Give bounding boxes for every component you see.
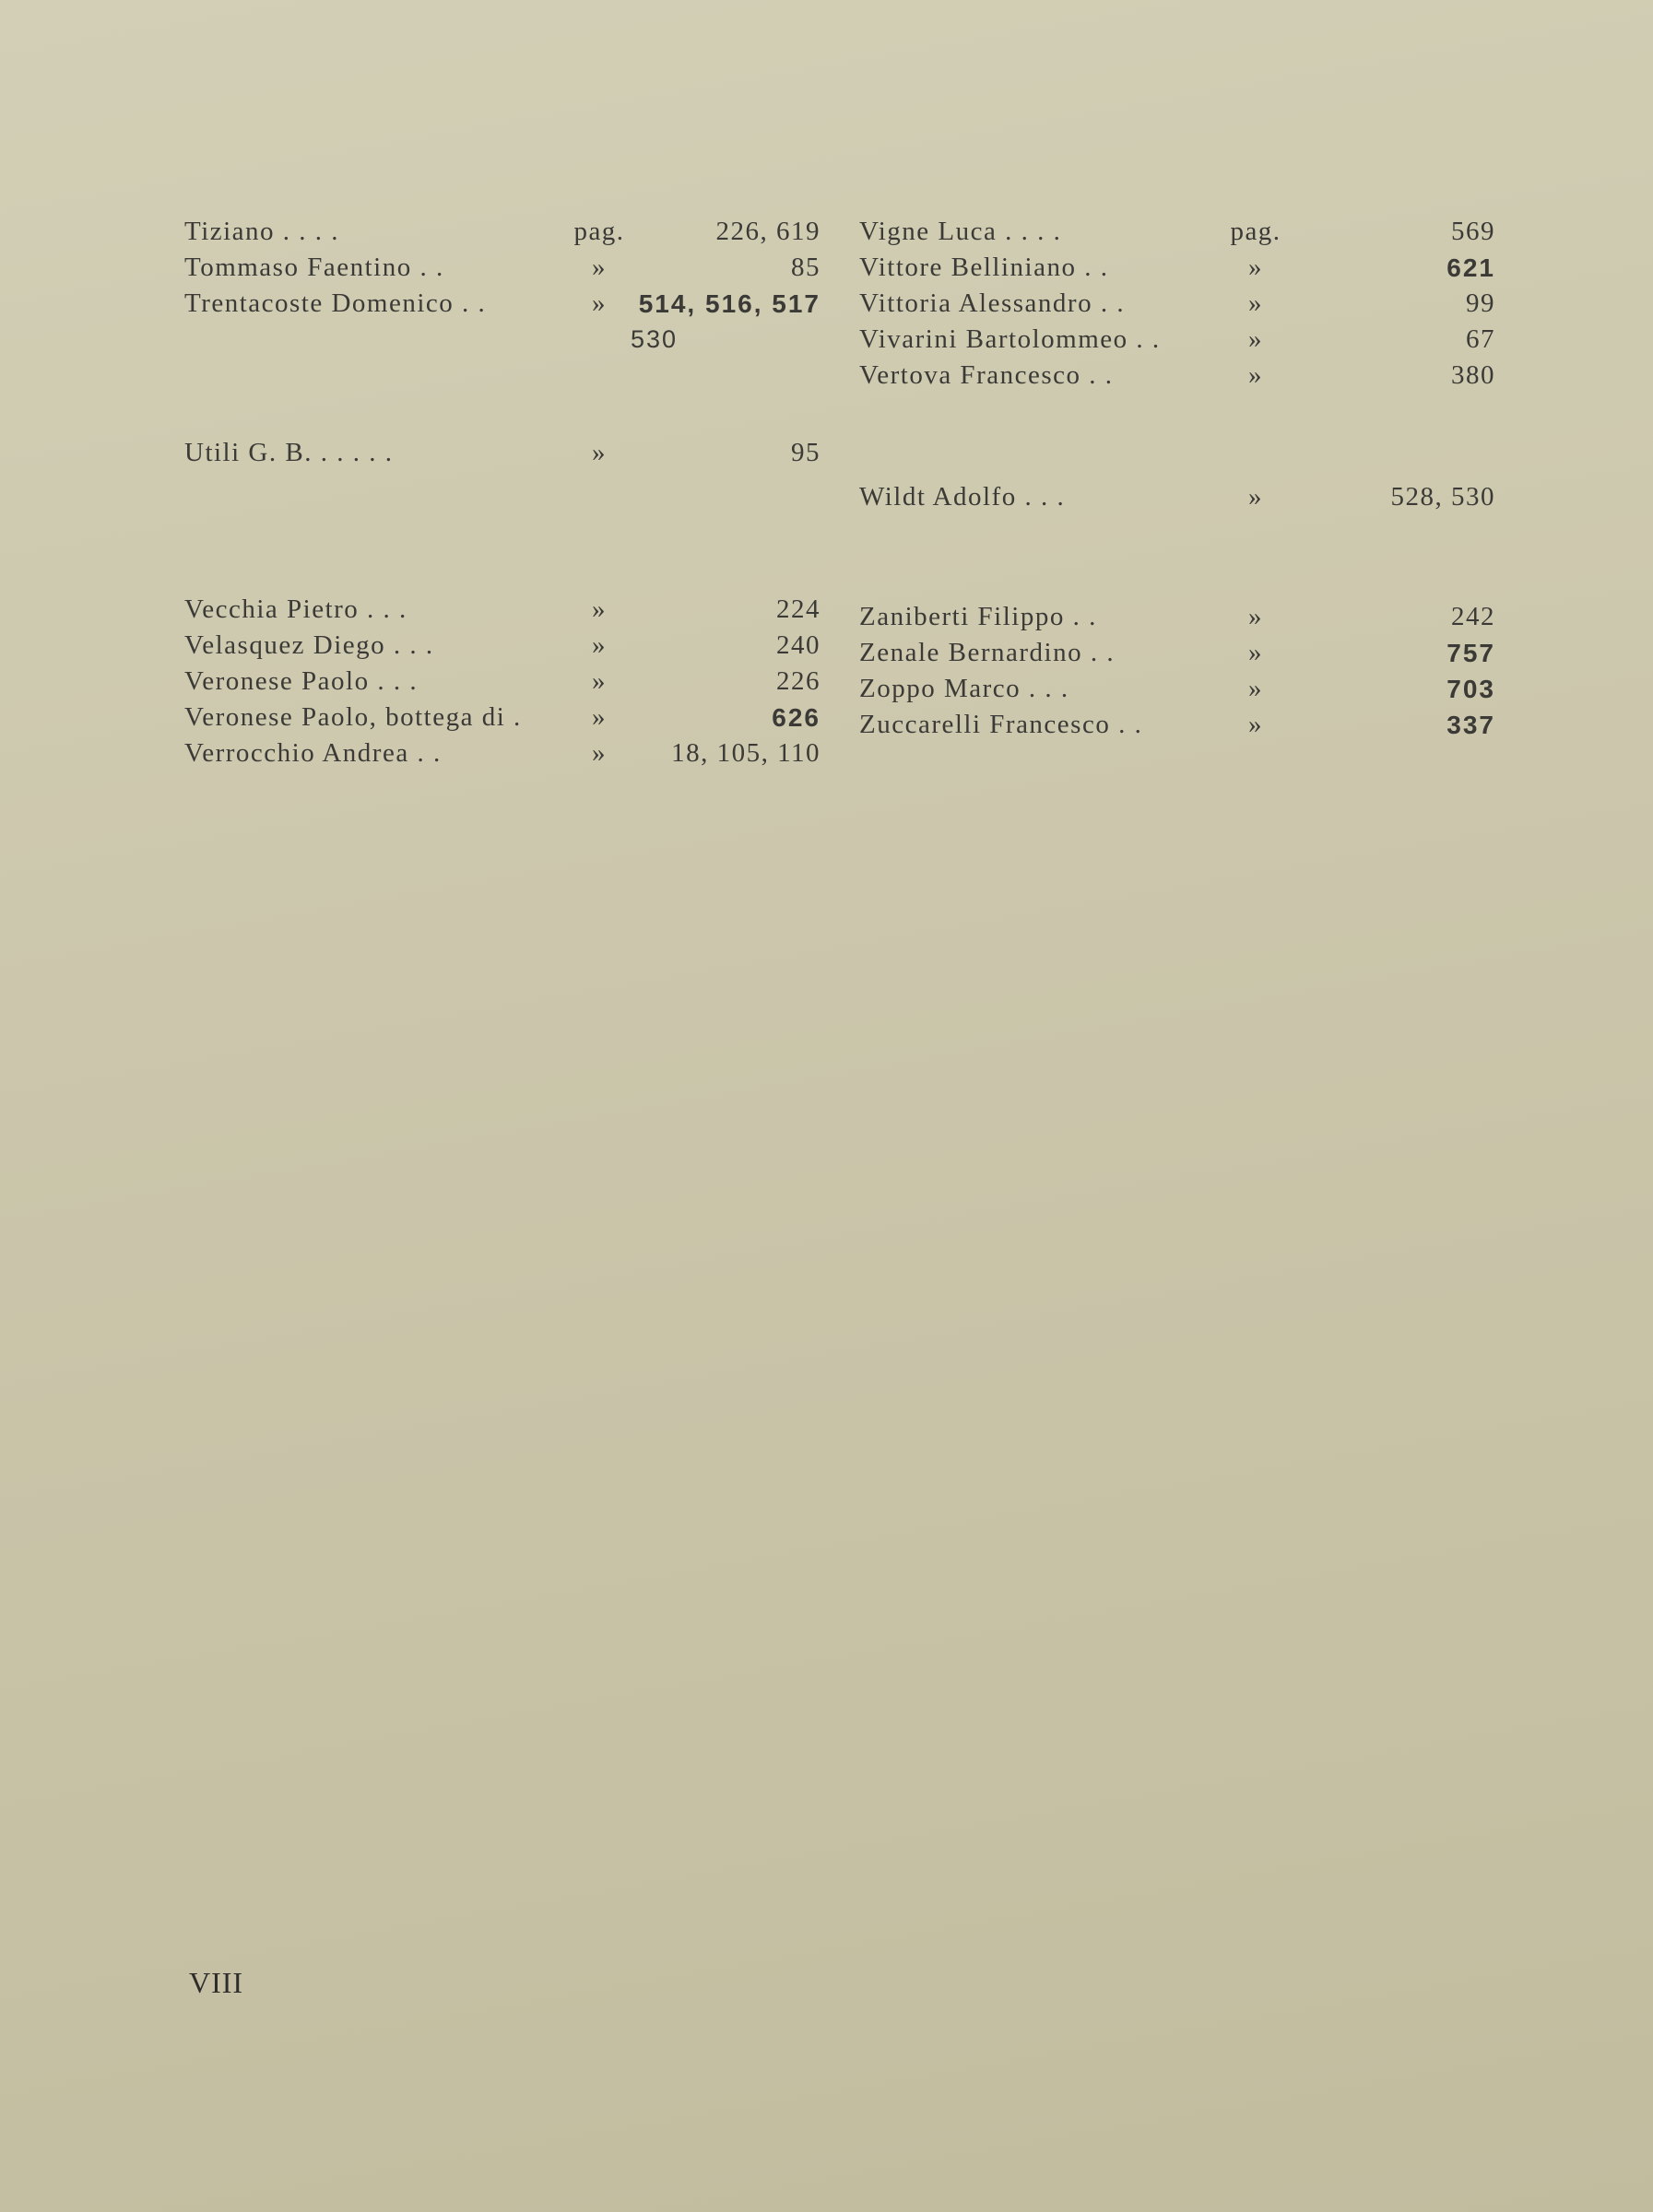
entry-reference: »	[592, 630, 607, 660]
index-entry	[184, 435, 821, 471]
index-entry	[859, 286, 1495, 322]
entry-name: Velasquez Diego . . .	[184, 630, 434, 660]
index-entry	[184, 700, 821, 735]
index-entry	[184, 664, 821, 700]
entry-name: Veronese Paolo . . .	[184, 666, 419, 696]
entry-pages: 337	[1446, 711, 1495, 739]
index-entry	[859, 671, 1495, 707]
index-entry	[859, 250, 1495, 286]
entry-pages: 18, 105, 110	[671, 738, 821, 768]
entry-reference: »	[1248, 602, 1263, 631]
entry-name: Vittore Belliniano . .	[859, 253, 1109, 282]
entry-name: Utili G. B. . . . . .	[184, 438, 394, 467]
index-entry	[184, 286, 821, 322]
page-number: VIII	[189, 1966, 244, 1999]
entry-name: Zenale Bernardino . .	[859, 638, 1116, 667]
entry-pages: 569	[1451, 217, 1495, 246]
index-entry	[184, 592, 821, 628]
entry-name: Vittoria Alessandro . .	[859, 288, 1126, 318]
index-entry	[859, 322, 1495, 358]
entry-reference: pag.	[573, 217, 625, 246]
index-entry	[184, 735, 821, 771]
entry-reference: »	[592, 253, 607, 282]
entry-pages: 95	[791, 438, 821, 467]
entry-reference: »	[1248, 482, 1263, 512]
entry-pages: 240	[776, 630, 821, 660]
entry-reference: »	[592, 594, 607, 624]
entry-pages: 226, 619	[715, 217, 821, 246]
entry-pages: 380	[1451, 360, 1495, 390]
index-column-right	[859, 214, 1495, 743]
index-group-u	[184, 435, 821, 471]
entry-reference: »	[1248, 638, 1263, 667]
entry-pages: 224	[776, 594, 821, 624]
entry-reference: pag.	[1230, 217, 1281, 246]
index-group-v	[184, 592, 821, 771]
entry-pages: 514, 516, 517	[638, 289, 821, 318]
entry-reference: »	[592, 666, 607, 696]
entry-name: Vecchia Pietro . . .	[184, 594, 407, 624]
entry-reference: »	[1248, 674, 1263, 703]
index-entry	[859, 707, 1495, 743]
index-entry	[184, 214, 821, 250]
entry-pages: 703	[1446, 675, 1495, 703]
entry-reference: »	[1248, 253, 1263, 282]
entry-name: Zuccarelli Francesco . .	[859, 710, 1143, 739]
entry-name: Zaniberti Filippo . .	[859, 602, 1097, 631]
entry-pages: 626	[772, 703, 821, 732]
index-entry	[859, 599, 1495, 635]
index-group-z	[859, 599, 1495, 743]
index-entry	[859, 358, 1495, 394]
index-entry	[859, 479, 1495, 515]
entry-pages: 67	[1466, 324, 1495, 354]
entry-pages: 242	[1451, 602, 1495, 631]
entry-pages: 530	[631, 325, 679, 353]
index-entry	[184, 250, 821, 286]
index-group-w	[859, 479, 1495, 515]
index-entry	[859, 635, 1495, 671]
entry-pages: 528, 530	[1390, 482, 1495, 512]
entry-name: Verrocchio Andrea . .	[184, 738, 442, 768]
entry-reference: »	[1248, 710, 1263, 739]
entry-reference: »	[592, 438, 607, 467]
entry-reference: »	[1248, 360, 1263, 390]
entry-pages: 99	[1466, 288, 1495, 318]
entry-name: Vigne Luca . . . .	[859, 217, 1062, 246]
entry-pages: 757	[1446, 639, 1495, 667]
entry-pages: 85	[791, 253, 821, 282]
entry-name: Wildt Adolfo . . .	[859, 482, 1066, 512]
entry-name: Tiziano . . . .	[184, 217, 340, 246]
entry-name: Trentacoste Domenico . .	[184, 288, 487, 318]
index-entry	[184, 628, 821, 664]
entry-name: Zoppo Marco . . .	[859, 674, 1069, 703]
index-entry	[859, 214, 1495, 250]
index-entry-continuation	[184, 322, 821, 358]
entry-reference: »	[592, 702, 607, 732]
entry-reference: »	[592, 288, 607, 318]
entry-name: Vertova Francesco . .	[859, 360, 1114, 390]
index-column-left	[184, 214, 821, 771]
entry-reference: »	[1248, 324, 1263, 354]
entry-name: Tommaso Faentino . .	[184, 253, 444, 282]
index-group-v-cont	[859, 214, 1495, 394]
entry-reference: »	[592, 738, 607, 768]
index-group-t	[184, 214, 821, 358]
entry-pages: 621	[1446, 253, 1495, 282]
entry-reference: »	[1248, 288, 1263, 318]
entry-pages: 226	[776, 666, 821, 696]
entry-name: Vivarini Bartolommeo . .	[859, 324, 1161, 354]
entry-name: Veronese Paolo, bottega di .	[184, 702, 522, 732]
